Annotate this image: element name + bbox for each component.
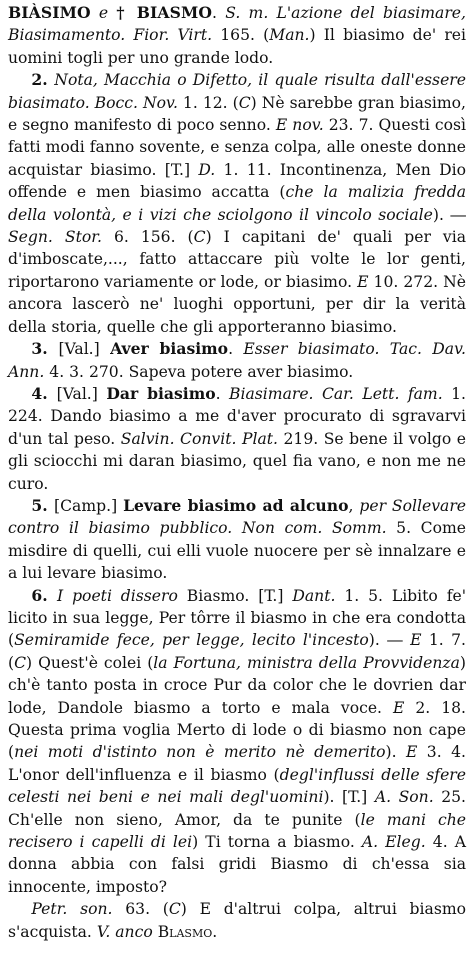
text-segment: 1. 5. Libito fe' licito in sua legge, Per tôrre il biasmo in che era condotta (	[8, 586, 466, 650]
text-segment: 63. (	[112, 900, 169, 919]
entry-headword-paragraph	[8, 2, 466, 69]
italic-segment: C	[238, 93, 251, 112]
text-segment: ) I capitani de' quali per via d'imboscate,..., fatto attaccare più volte le lor genti, riportarono variamente or lode, or biasimo.	[8, 228, 466, 291]
italic-segment: A. Son.	[374, 788, 434, 807]
text-segment: 23. 7. Questi così fatti modi fanno sovente, e senza colpa, alle oneste donne acquistar biasimo. [T.]	[8, 116, 466, 179]
cross-reference: Blasmo	[157, 922, 213, 941]
italic-segment: le mani che recisero i capelli di lei	[8, 810, 467, 852]
bold-segment: Aver biasimo	[110, 339, 229, 359]
italic-segment: che la malizia fredda della volontà, e i vizi che sciolgono il vincolo sociale	[8, 183, 466, 224]
bold-segment: 2.	[31, 70, 55, 90]
italic-segment: per Sollevare contro il biasimo pubblico. Non com. Somm.	[8, 496, 466, 538]
entry-sense-paragraph	[8, 338, 466, 383]
italic-segment: Salvin. Convit. Plat.	[120, 429, 278, 448]
bold-segment: 5.	[31, 495, 55, 515]
entry-sense-paragraph	[8, 383, 466, 495]
text-segment: ) Quest'è colei (	[26, 653, 154, 672]
italic-segment: I poeti dissero	[57, 586, 178, 605]
italic-segment: C	[168, 900, 181, 919]
bold-segment: 4.	[31, 383, 57, 403]
text-segment: 25. Ch'elle non sieno, Amor, da te punite (	[8, 788, 467, 829]
italic-segment: D.	[198, 160, 216, 179]
bold-segment: Levare biasimo ad alcuno	[123, 495, 349, 515]
text-segment: [Val.]	[56, 384, 107, 403]
text-segment: 4. A donna abbia con falsi gridi Biasmo di ch'essa sia innocente, imposto?	[8, 833, 466, 896]
text-segment: 1. 7. (	[8, 631, 466, 672]
italic-segment: Nota, Macchia o Difetto, il quale risulta dall'essere biasimato. Bocc. Nov.	[8, 71, 466, 112]
text-segment: [Camp.]	[54, 496, 124, 515]
headword: † BIASMO	[116, 3, 213, 22]
italic-segment: Biasimare. Car. Lett. fam.	[229, 384, 443, 403]
italic-segment: Semiramide fece, per legge, lecito l'incesto	[14, 631, 369, 650]
entry-sense-paragraph	[8, 69, 466, 338]
text-segment: ,	[348, 496, 360, 515]
text-segment: ).	[385, 743, 406, 762]
italic-segment: C	[14, 653, 27, 672]
italic-segment: E	[357, 272, 369, 291]
italic-segment: V. anco	[96, 922, 153, 941]
entry-sense-paragraph	[8, 585, 466, 899]
italic-segment: E	[410, 631, 422, 650]
text-segment: .	[228, 340, 244, 359]
text-segment: .	[215, 384, 230, 403]
italic-segment: Esser biasimato. Tac. Dav. Ann.	[8, 340, 467, 381]
text-segment: 5. Come misdire di quelli, cui elli vuole nuocere per sè innalzare e a lui levare biasimo.	[8, 519, 466, 583]
italic-segment: la Fortuna, ministra della Provvidenza	[153, 653, 460, 672]
text-segment: [Val.]	[58, 340, 111, 359]
text-segment: 165. (	[212, 26, 270, 45]
text-segment: .	[212, 922, 218, 941]
italic-segment: degl'influssi delle sfere celesti nei beni e nei mali degl'uomini	[8, 765, 466, 807]
italic-segment: Man.	[269, 26, 310, 45]
italic-segment: C	[193, 228, 206, 247]
text-segment: 219. Se bene il volgo e gli sciocchi mi daran biasimo, quel fia vano, e non me ne curo.	[8, 429, 466, 493]
text-segment: 1. 12. (	[177, 93, 239, 112]
text-segment: ). ―	[368, 631, 411, 650]
text-segment: ) E d'altrui colpa, altrui biasmo s'acquista.	[8, 900, 466, 941]
entry-sense-paragraph	[8, 495, 466, 585]
text-segment: 2. 18. Questa prima voglia Merto di lode o di biasmo non cape (	[8, 698, 467, 762]
text-segment: 1. 11. Incontinenza, Men Dio offende e men biasimo accatta (	[8, 160, 466, 202]
text-segment: Biasmo. [T.]	[177, 586, 293, 605]
text-segment: .	[212, 4, 226, 22]
bold-segment: Dar biasimo	[106, 383, 216, 403]
italic-segment: Petr. son.	[31, 900, 113, 919]
italic-segment: Segn. Stor.	[8, 228, 102, 247]
text-segment: 1. 224. Dando biasimo a me d'aver procurato di sgravarvi d'un tal peso.	[8, 384, 467, 448]
italic-segment: e	[90, 4, 117, 22]
text-segment: ). ―	[432, 205, 466, 224]
headword: BIÀSIMO	[8, 3, 91, 22]
italic-segment: A. Eleg.	[361, 833, 426, 852]
text-segment: ) Il biasimo de' rei uomini togli per uno grande lodo.	[8, 26, 466, 67]
text-segment: 10. 272. Nè ancora lascerò ne' luoghi opportuni, per dir la verità della storia, quelle che gli apporteranno biasimo.	[8, 272, 466, 336]
text-segment: ) ch'è tanto posta in croce Pur da color che le dovrien dar lode, Dandole biasmo a torto e mala voce.	[8, 653, 467, 717]
entry-sense-paragraph	[8, 898, 466, 943]
italic-segment: E	[392, 698, 405, 717]
dictionary-entry	[8, 2, 466, 943]
text-segment: ) Ti torna a biasmo.	[192, 833, 362, 852]
bold-segment: 6.	[31, 585, 58, 605]
italic-segment: E nov.	[275, 116, 324, 135]
italic-segment: E	[405, 743, 418, 762]
italic-segment: S. m. L'azione del biasimare, Biasimamento. Fior. Virt.	[8, 4, 466, 45]
text-segment: 6. 156. (	[101, 228, 194, 247]
text-segment: ). [T.]	[323, 788, 375, 807]
bold-segment: 3.	[31, 339, 59, 359]
italic-segment: Dant.	[292, 586, 336, 605]
italic-segment: nei moti d'istinto non è merito nè demerito	[14, 743, 386, 762]
text-segment: ) Nè sarebbe gran biasimo, e segno manifesto di poco senno.	[8, 93, 466, 135]
text-segment: 4. 3. 270. Sapeva potere aver biasimo.	[44, 362, 354, 381]
text-segment: 3. 4. L'onor dell'influenza e il biasmo (	[8, 743, 466, 784]
